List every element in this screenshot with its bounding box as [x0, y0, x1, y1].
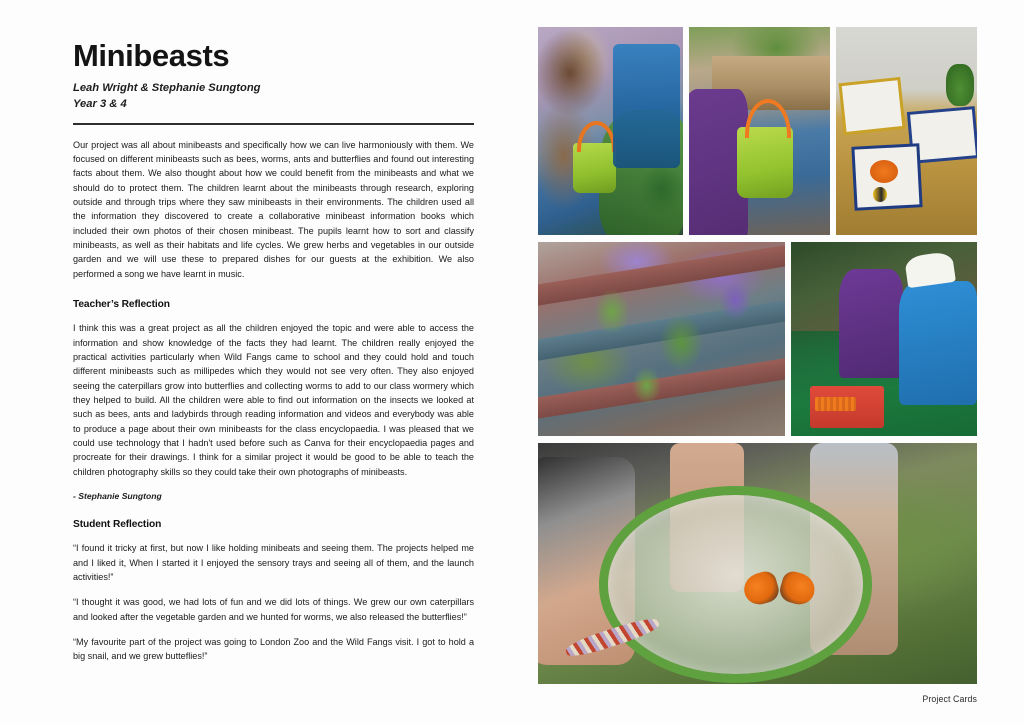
photo-butterfly-release [538, 443, 977, 684]
teacher-reflection-paragraph: I think this was a great project as all the children enjoyed the topic and were able to access the information and show knowledge of the facts they had learnt. The children really enjoyed the practical activities particularly when Wild Fangs came to school and they could hold and touch different minibeasts such as millipedes which they would not see very often. They also enjoyed seeing the caterpillars grow into butterflies and collecting worms to add to our class wormery which they helped to build. All the children were able to find out information on the insects we looked at such as bees, ants and ladybirds through reading information and videos and everybody was able to produce a page about their own minibeasts for the class encyclopaedia. I was pleased that we could use technology that I hadn't used before such as Canva for their encyclopaedia pages and procreate for their drawings. I think for a similar project it would be good to be able to teach the children photography skills so they could take their own photographs of minibeasts. [73, 323, 474, 477]
photo-planter-flowers [538, 242, 785, 436]
photo-sensory-trays [836, 27, 977, 235]
photo-children-cooking [791, 242, 977, 436]
intro-paragraph: Our project was all about minibeasts and specifically how we can live harmoniously with them. We focused on different minibeasts such as bees, worms, ants and butterflies and found out interesting facts about them. We also thought about how we could benefit from the minibeasts and what we should do to protect them. The children learnt about the minibeasts through research, exploring outside and through trips where they saw minibeasts in their environments. The children used all the information they discovered to create a collaborative minibeast information books which included their own photos of their chosen minibeast. The pupils learnt how to sort and classify minibeasts, as well as their habitats and life cycles. We grew herbs and vegetables in our outside garden and we will use these to prepared dishes for our guests at the exhibition. We also performed a song we have learnt in music. [73, 139, 474, 279]
student-quote: “I thought it was good, we had lots of fun and we did lots of things. We grew our own caterpillars and looked after the vegetable garden and we hunted for worms, we also released the butterflies!” [73, 597, 474, 622]
student-quote: “My favourite part of the project was going to London Zoo and the Wild Fangs visit. I got to hold a big snail, and we grew butteflies!” [73, 636, 474, 662]
teacher-reflection-heading: Teacher’s Reflection [73, 299, 170, 311]
header-divider [73, 123, 474, 125]
photo-boy-watering-can [689, 27, 830, 235]
photo-row-bottom [538, 443, 977, 684]
page-title: Minibeasts [73, 38, 230, 73]
footer-label: Project Cards [922, 694, 977, 704]
text-column [73, 40, 474, 675]
photo-row-middle [538, 242, 977, 436]
teacher-reflection-attribution: - Stephanie Sungtong [73, 491, 162, 502]
photo-watering-plants [538, 27, 683, 235]
photo-gallery [538, 27, 977, 684]
student-reflection-heading: Student Reflection [73, 519, 162, 531]
authors-line: Leah Wright & Stephanie Sungtong [73, 81, 261, 94]
student-quote: “I found it tricky at first, but now I like holding minibeats and seeing them. The projects helped me and I liked it, When I started it I enjoyed the sensory trays and seeing all of them, and the launch activities!” [73, 543, 474, 582]
photo-row-top [538, 27, 977, 235]
year-group-line: Year 3 & 4 [73, 97, 127, 110]
